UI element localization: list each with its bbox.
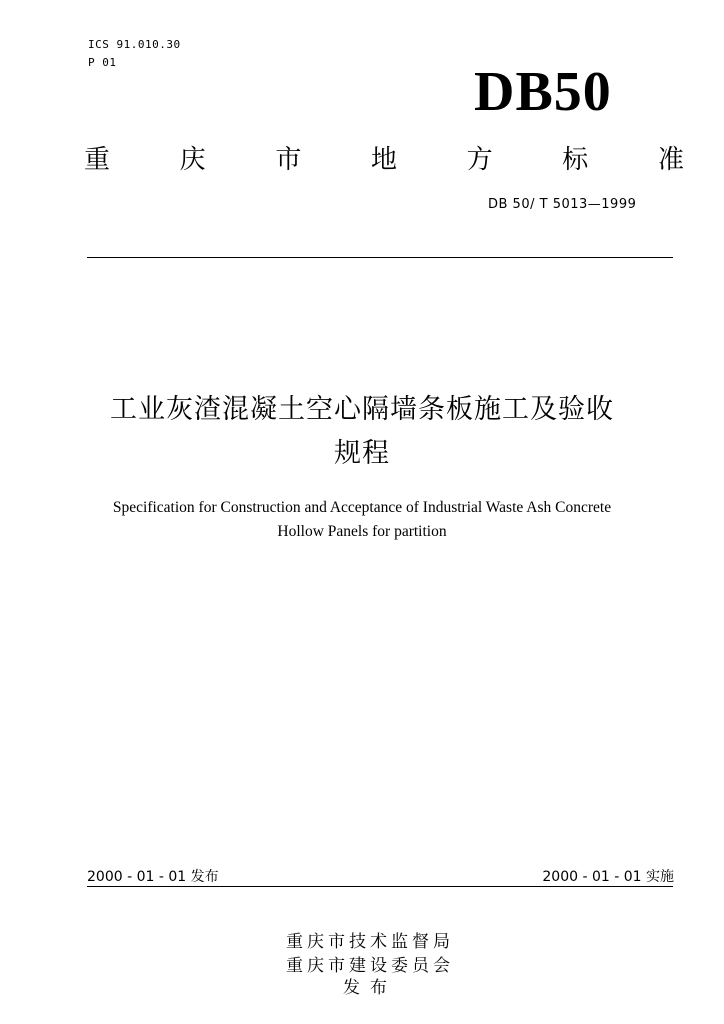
english-title-line-2: Hollow Panels for partition xyxy=(277,523,447,540)
ics-code: ICS 91.010.30 xyxy=(88,38,181,51)
implementation-date: 2000 - 01 - 01 实施 xyxy=(542,869,674,885)
header-divider xyxy=(87,257,673,258)
footer-divider xyxy=(87,886,673,887)
publisher-name-2: 重庆市建设委员会 xyxy=(286,956,454,976)
chinese-title-line-2: 规程 xyxy=(334,438,390,469)
standard-type-char: 庆 xyxy=(179,145,206,175)
english-title-line-1: Specification for Construction and Acceptance of Industrial Waste Ash Concrete xyxy=(112,499,612,516)
standard-type-char: 重 xyxy=(84,145,111,175)
issue-date: 2000 - 01 - 01 发布 xyxy=(87,869,219,885)
standard-type-char: 方 xyxy=(466,145,493,175)
standard-type-char: 地 xyxy=(370,145,397,175)
standard-number: DB 50/ T 5013—1999 xyxy=(488,197,637,212)
standard-type-char: 市 xyxy=(275,145,302,175)
publisher-name-1: 重庆市技术监督局 xyxy=(286,932,454,952)
standard-type-heading xyxy=(84,142,684,178)
standard-code-title: DB50 xyxy=(474,61,612,123)
standard-type-char: 准 xyxy=(657,145,684,175)
classification-code: P 01 xyxy=(88,56,117,69)
standard-type-char: 标 xyxy=(562,145,589,175)
chinese-title-line-1: 工业灰渣混凝土空心隔墙条板施工及验收 xyxy=(110,394,614,425)
publish-label: 发布 xyxy=(343,978,397,998)
